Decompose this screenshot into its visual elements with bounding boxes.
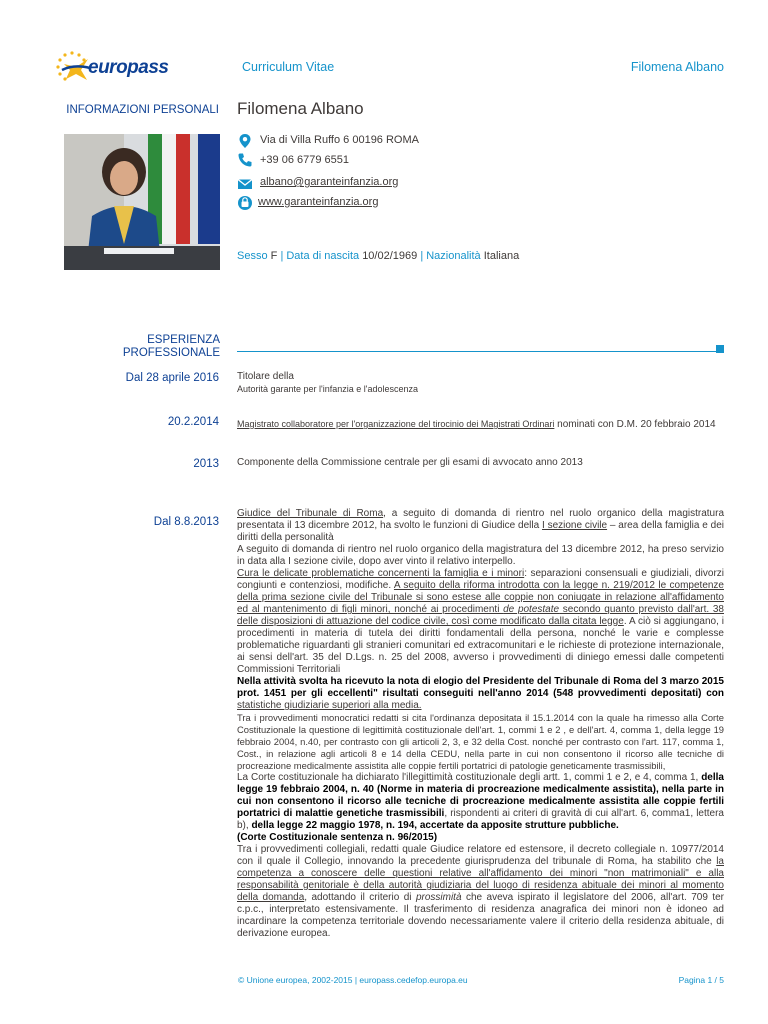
section-label-experience bbox=[20, 334, 220, 360]
paragraph-text: A seguito della riforma introdotta con la legge n. 219/2012 le competenze della prima sezione civile del Tribunale si sono estese alle coppie non coniugate in relazione all'affidamento ed al mantenimento di figli minori, nonché ai procedimenti bbox=[237, 580, 724, 615]
separator: | bbox=[420, 250, 424, 262]
phone-text: +39 06 6779 6551 bbox=[260, 154, 350, 166]
header-name: Filomena Albano bbox=[630, 60, 724, 74]
separator: | bbox=[280, 250, 284, 262]
birth-label: Data di nascita bbox=[286, 250, 360, 262]
email-link[interactable]: albano@garanteinfanzia.org bbox=[260, 176, 399, 188]
section-label-line2: PROFESSIONALE bbox=[122, 347, 220, 359]
person-name: Filomena Albano bbox=[237, 99, 364, 118]
experience-line: Titolare della bbox=[237, 371, 294, 382]
doc-title: Curriculum Vitae bbox=[242, 60, 335, 74]
experience-date: Dal 8.8.2013 bbox=[153, 516, 219, 528]
paragraph-text: secondo quanto previsto dall'art. 38 delle disposizioni di attuazione del codice civile, così come modificato dalla citata legge bbox=[237, 604, 724, 627]
paragraph-text: prossimità bbox=[415, 892, 462, 903]
paragraph bbox=[237, 508, 724, 544]
paragraph-text: , adottando il criterio di bbox=[304, 892, 416, 903]
section-label-line1: ESPERIENZA bbox=[147, 334, 220, 346]
section-label-personal: INFORMAZIONI PERSONALI bbox=[66, 104, 219, 116]
website-icon bbox=[237, 195, 253, 211]
experience-detail: nominati con D.M. 20 febbraio 2014 bbox=[554, 419, 716, 430]
experience-role: Magistrato collaboratore per l'organizzazione del tirocinio dei Magistrati Ordinari bbox=[237, 419, 555, 429]
experience-line: Autorità garante per l'infanzia e l'adolescenza bbox=[237, 384, 419, 394]
paragraph-text: , rispondenti ai criteri di gravità di cui all'art. 6, comma1, lettera b), bbox=[237, 808, 724, 831]
paragraph-text: . A ciò si aggiungano, i procedimenti in materia di tutela dei diritti fondamentali della persona, nonché le varie e complesse problematiche riguardanti gli stranieri comunitari ed extracomunitari e le richieste di protezione internazionale, ai sensi dell'art. 35 del D.Lgs. n. 25 del 2008, avverso i provvedimenti di diniego emessi dalle competenti Commissioni Territoriali bbox=[237, 616, 724, 675]
website-link[interactable]: www.garanteinfanzia.org bbox=[258, 196, 379, 208]
email-icon bbox=[237, 176, 253, 192]
europass-logo bbox=[54, 50, 169, 84]
nationality-label: Nazionalità bbox=[426, 250, 481, 262]
paragraph-text: La Corte costituzionale ha dichiarato l'illegittimità costituzionale degli artt. 1, commi 1 e 2, e 4, comma 1, bbox=[237, 772, 702, 783]
paragraph-text: la competenza a conoscere delle questioni relative all'affidamento dei minori "non matrimoniali" e alla responsabilità genitoriale è della autorità giudiziaria del luogo di residenza abituale dei minori al momento della domanda bbox=[237, 856, 724, 903]
experience-text bbox=[237, 418, 727, 431]
paragraph-text: che aveva ispirato il legislatore del 2006, all'art. 709 ter c.p.c., interpretato estensivamente. Il trasferimento di residenza anagrafica dei minori non è idoneo ad incardinare la competenza territoriale dovendo necessariamente valere il criterio della residenza abituale, di derivazione europea. bbox=[237, 892, 725, 939]
personal-details-line bbox=[237, 250, 519, 262]
paragraph bbox=[237, 772, 724, 832]
experience-date: 2013 bbox=[193, 458, 219, 470]
footer-copyright: © Unione europea, 2002-2015 | europass.cedefop.europa.eu bbox=[238, 975, 468, 985]
section-divider-square bbox=[716, 345, 724, 353]
experience-text bbox=[237, 371, 717, 395]
birth-value: 10/02/1969 bbox=[362, 250, 418, 262]
experience-description bbox=[237, 508, 724, 940]
paragraph: Tra i provvedimenti monocratici redatti si cita l'ordinanza depositata il 15.1.2014 con la quale ha rimesso alla Corte Costituzionale la questione di legittimità costituzionale dell'art. 1, commi 1 e 2 , e dell'art. 4, comma 1, della legge 19 febbraio 2004, n.40, per contrasto con gli articoli 2, 3, e 32 della Cost. nonché per contrasto con l'art. 117, comma 1, Cost., in relazione agli articoli 8 e 14 della CEDU, nella parte in cui non consentono il ricorso alle tecniche di procreazione medicalmente assistita alle coppie fertili portatrici di patologie geneticamente trasmissibili, bbox=[237, 712, 724, 771]
location-pin-icon bbox=[237, 133, 253, 149]
paragraph-text: I sezione civile bbox=[541, 520, 608, 531]
sex-label: Sesso bbox=[237, 250, 268, 262]
paragraph-text: , a seguito di domanda di rientro nel ruolo organico della magistratura presentata il 13 dicembre 2012, ha svolto le funzioni di Giudice della bbox=[237, 508, 725, 531]
paragraph bbox=[237, 844, 724, 940]
paragraph-text: : separazioni consensuali e giudiziali, divorzi congiunti e contenziosi, modifiche. bbox=[237, 568, 725, 591]
paragraph: (Corte Costituzionale sentenza n. 96/2015) bbox=[237, 832, 438, 843]
europass-wordmark: europass bbox=[88, 57, 169, 78]
experience-date: 20.2.2014 bbox=[167, 416, 219, 428]
phone-icon bbox=[237, 152, 253, 168]
paragraph-text: de potestate bbox=[503, 604, 560, 615]
paragraph: A seguito di domanda di rientro nel ruolo organico della magistratura del 13 dicembre 2012, ha preso servizio in data alla I sezione civile, dopo aver vinto il relativo interpello. bbox=[237, 544, 724, 567]
role-link: Giudice del Tribunale di Roma bbox=[237, 508, 384, 519]
nationality-value: Italiana bbox=[483, 250, 520, 262]
profile-photo bbox=[64, 134, 220, 270]
paragraph-text: della legge 19 febbraio 2004, n. 40 (Norme in materia di procreazione medicalmente assistita), nella parte in cui non consentono il ricorso alle tecniche di procreazione medicalmente assistita alle coppie fertili portatrici di malattie genetiche trasmissibili bbox=[237, 772, 724, 819]
paragraph bbox=[237, 676, 724, 712]
paragraph-text: Nella attività svolta ha ricevuto la nota di elogio del Presidente del Tribunale di Roma del 3 marzo 2015 prot. 1451 per gli eccellenti" risultati conseguiti nell'anno 2014 (548 provvedimenti depositati) con bbox=[237, 676, 724, 699]
paragraph bbox=[237, 568, 724, 676]
sex-value: F bbox=[270, 250, 278, 262]
paragraph-text: statistiche giudiziarie superiori alla media. bbox=[237, 700, 422, 711]
paragraph-text: Cura le delicate problematiche concernenti la famiglia e i minori bbox=[237, 568, 525, 579]
paragraph-text: – area della famiglia e dei diritti della personalità bbox=[237, 520, 724, 543]
paragraph-text: della legge 22 maggio 1978, n. 194, accertate da apposite strutture pubbliche. bbox=[251, 820, 619, 831]
experience-date: Dal 28 aprile 2016 bbox=[125, 372, 219, 384]
footer-page-number: Pagina 1 / 5 bbox=[678, 975, 724, 985]
paragraph-text: Tra i provvedimenti collegiali, redatti quale Giudice relatore ed estensore, il decreto collegiale n. 10977/2014 con il quale il Collegio, innovando la precedente giurisprudenza del tribunale di Roma, ha stabilito che bbox=[237, 844, 724, 867]
address-text: Via di Villa Ruffo 6 00196 ROMA bbox=[260, 134, 419, 146]
experience-text: Componente della Commissione centrale per gli esami di avvocato anno 2013 bbox=[237, 457, 583, 468]
section-divider bbox=[237, 351, 716, 352]
